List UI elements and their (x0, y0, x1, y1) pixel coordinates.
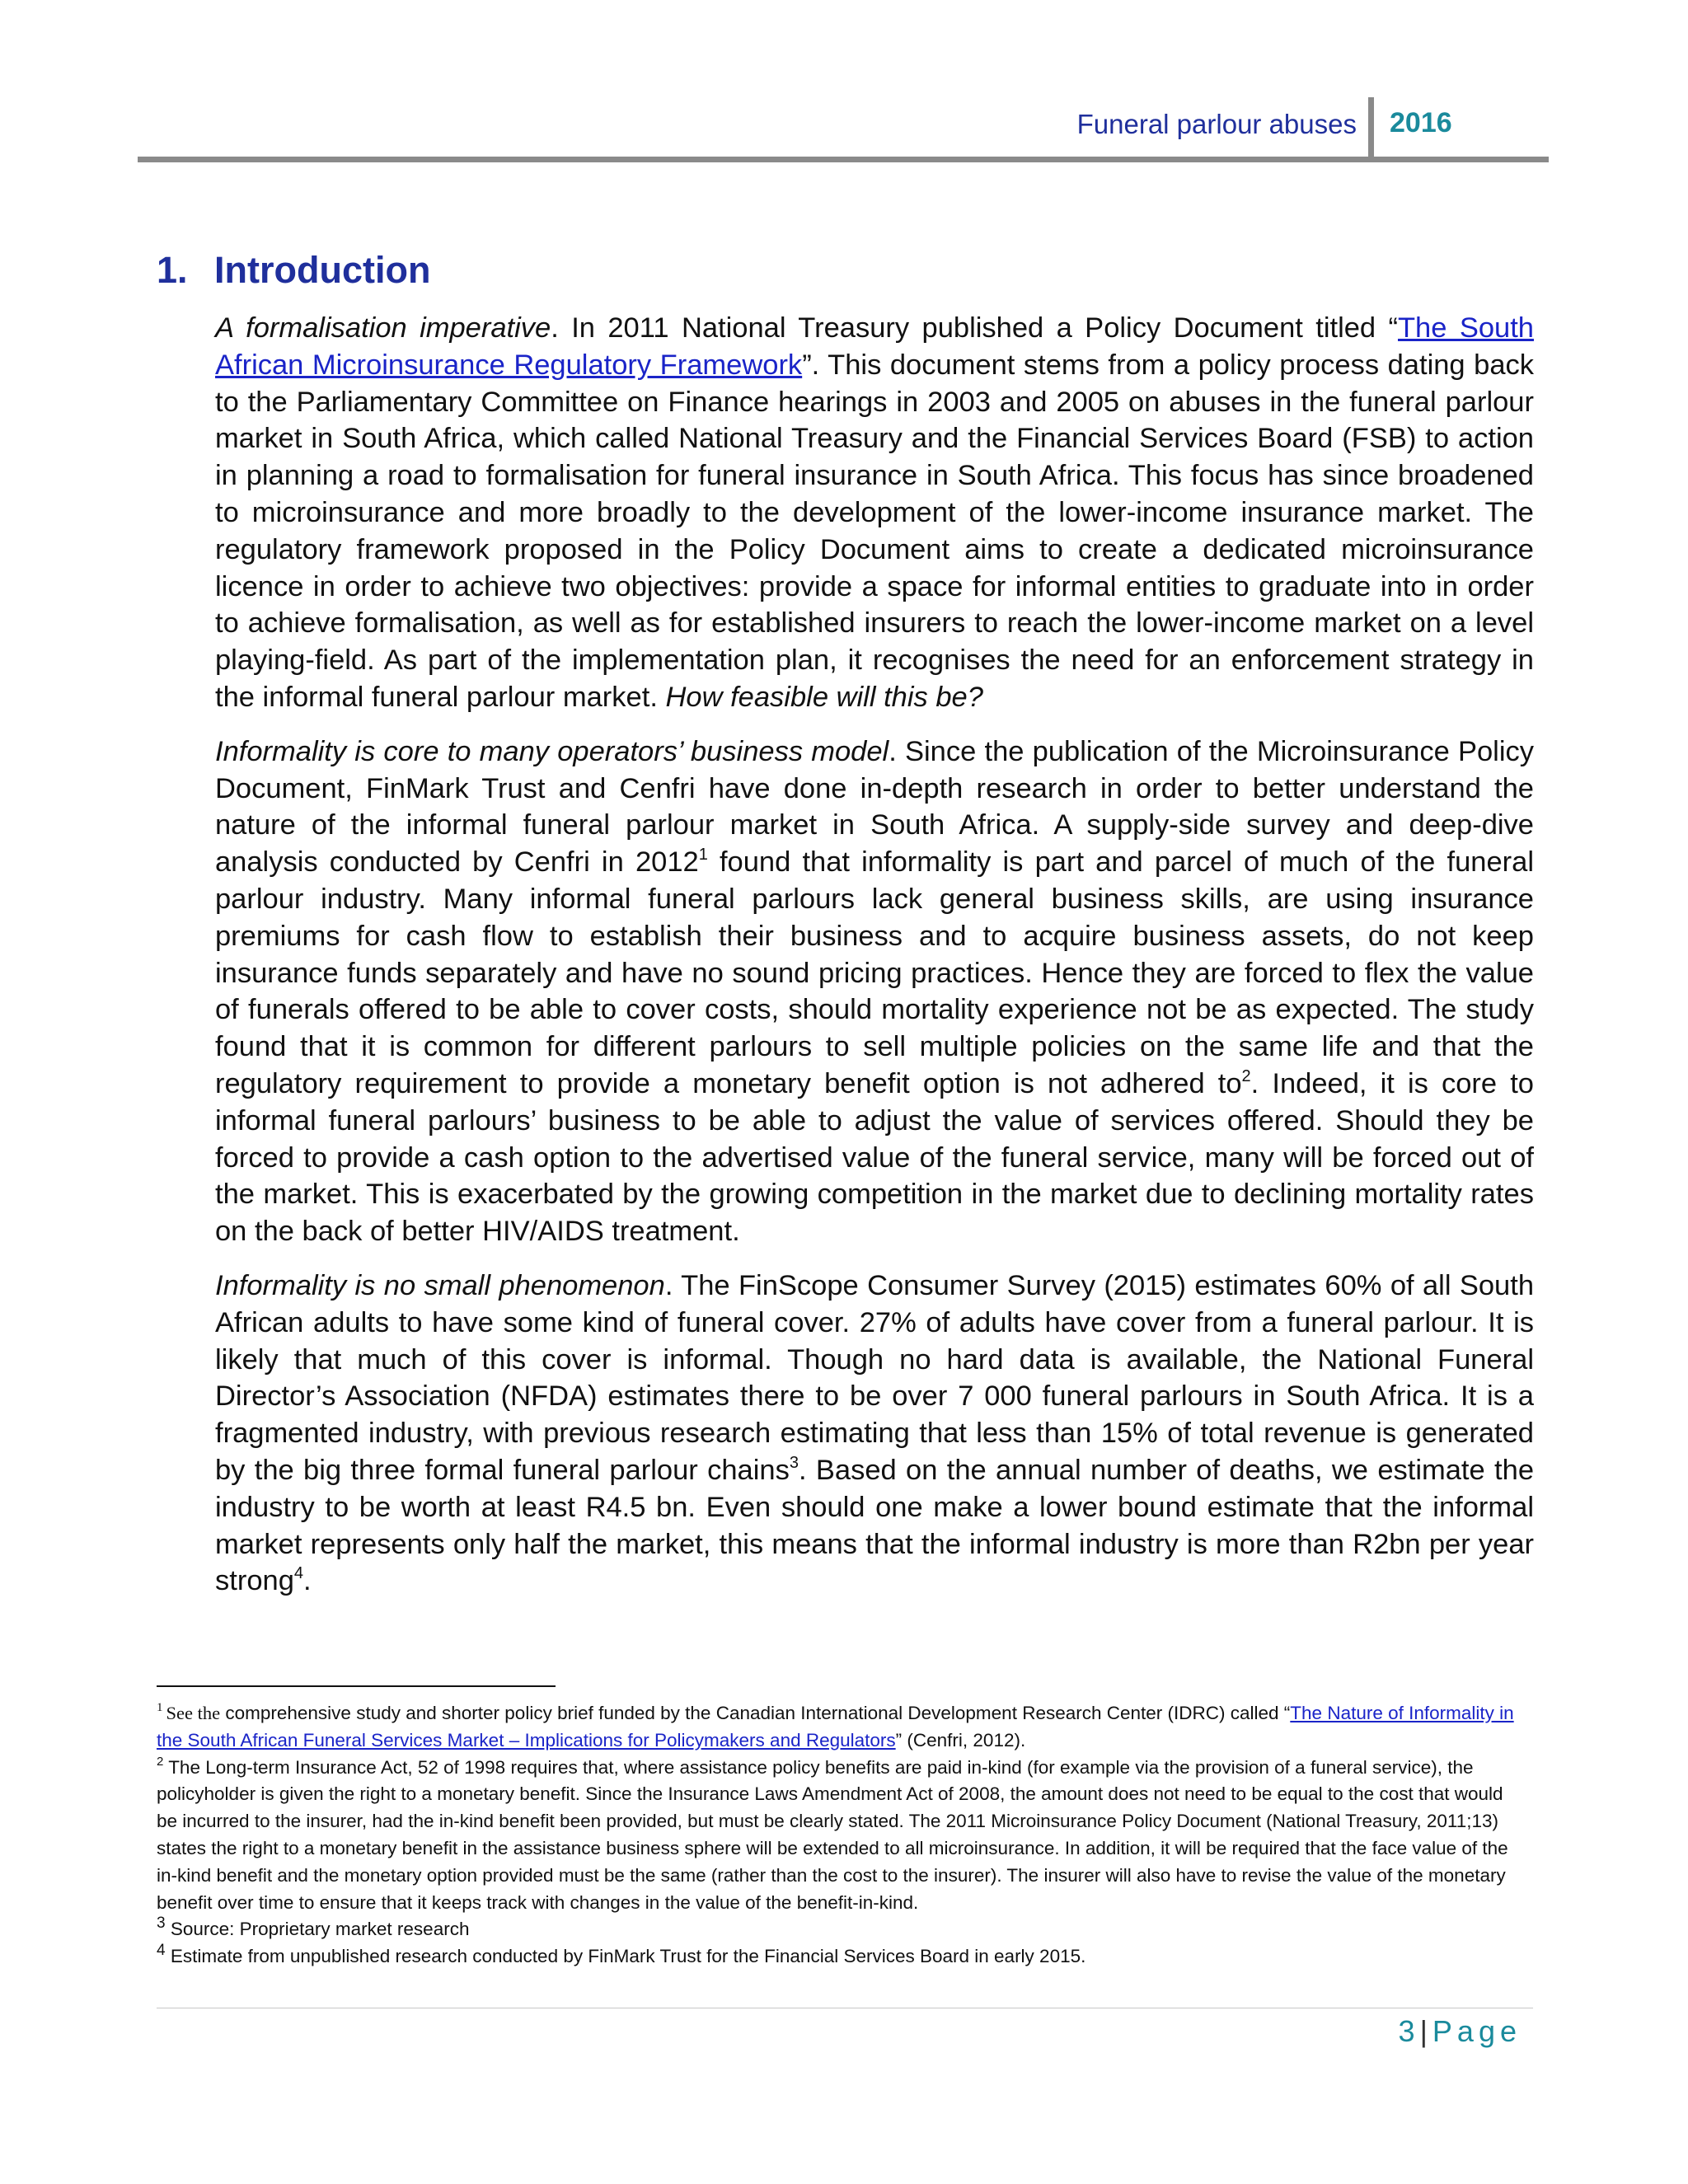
footnote-3 (157, 1916, 1525, 1943)
paragraph-lead: Informality is core to many operators’ business model (215, 735, 889, 767)
page-number (1399, 2014, 1522, 2049)
paragraph-text: . Indeed, it is core to informal funeral parlours’ business to be able to adjust the value of services offered. Should they be forced to provide a cash option to the advertised value of the funeral service, many will be forced out of the market. This is exacerbated by the growing competition in the market due to declining mortality rates on the back of better HIV/AIDS treatment. (215, 1067, 1534, 1248)
paragraph-informality-size (215, 1268, 1534, 1600)
footnote-mark: 3 (157, 1915, 166, 1933)
footnote-4 (157, 1943, 1525, 1971)
paragraph-text: . (303, 1565, 312, 1597)
footnote-text: ” (Cenfri, 2012). (895, 1729, 1026, 1750)
footnote-mark: 4 (157, 1942, 166, 1960)
footnote-text: Estimate from unpublished research conducted by FinMark Trust for the Financial Services Board in early 2015. (165, 1946, 1086, 1967)
page-number-value: 3 (1398, 2014, 1420, 2048)
footnote-ref-1[interactable]: 1 (698, 846, 708, 865)
paragraph-text: ”. This document stems from a policy process dating back to the Parliamentary Committee on Finance hearings in 2003 and 2005 on abuses in the funeral parlour market in South Africa, which called National Treasury and the Financial Services Board (FSB) to action in planning a road to formalisation for funeral insurance in South Africa. This focus has since broadened to microinsurance and more broadly to the development of the lower-income insurance market. The regulatory framework proposed in the Policy Document aims to create a dedicated microinsurance licence in order to achieve two objectives: provide a space for informal entities to graduate into in order to achieve formalisation, as well as for established insurers to reach the lower-income market on a level playing-field. As part of the implementation plan, it recognises the need for an enforcement strategy in the informal funeral parlour market. (215, 349, 1534, 713)
section-title: Introduction (214, 249, 431, 291)
footnote-text: comprehensive study and shorter policy brief funded by the Canadian International Development Research Center (IDRC) called “ (220, 1703, 1291, 1723)
body-text (215, 310, 1534, 1617)
nature-of-informality-link[interactable]: The Nature of Informality in the South African Funeral Services Market – Implications for Policymakers and Regulators (157, 1703, 1514, 1750)
footnote-2 (157, 1755, 1525, 1917)
footnote-ref-2[interactable]: 2 (1241, 1066, 1251, 1085)
paragraph-formalisation (215, 310, 1534, 716)
paragraph-text: . In 2011 National Treasury published a Policy Document titled “ (551, 312, 1398, 344)
section-heading (157, 249, 430, 292)
section-number: 1. (157, 249, 188, 291)
header-year: 2016 (1390, 107, 1452, 138)
paragraph-text: . Based on the annual number of deaths, we estimate the industry to be worth at least R4.5 bn. Even should one make a lower bound estimate that the informal market represents only half the market, this means that the informal industry is more than R2bn per year strong (215, 1454, 1534, 1597)
page-header (0, 0, 1688, 165)
paragraph-text: found that informality is part and parcel of much of the funeral parlour industry. Many informal funeral parlours lack general business skills, are using insurance premiums for cash flow to establish their business and to acquire business assets, do not keep insurance funds separately and have no sound pricing practices. Hence they are forced to flex the value of funerals offered to be able to cover costs, should mortality experience not be as expected. The study found that it is common for different parlours to sell multiple policies on the same life and that the regulatory requirement to provide a monetary benefit option is not adhered to (215, 846, 1534, 1099)
footnote-ref-4[interactable]: 4 (293, 1564, 304, 1583)
footnote-ref-3[interactable]: 3 (789, 1453, 799, 1472)
paragraph-informality-core (215, 733, 1534, 1250)
footnote-text: See the (166, 1703, 221, 1723)
footnote-text: Source: Proprietary market research (165, 1919, 470, 1940)
footnote-text: The Long-term Insurance Act, 52 of 1998 requires that, where assistance policy benefits are paid in-kind (for example via the provision of a funeral service), the policyholder is given the right to a monetary benefit. Since the Insurance Laws Amendment Act of 2008, the amount does not need to be equal to the cost that would be incurred to the insurer, had the in-kind benefit been provided, but must be clearly stated. The 2011 Microinsurance Policy Document (National Treasury, 2011;13) states the right to a monetary benefit in the assistance business sphere will be extended to all microinsurance. In addition, it will be required that the face value of the in-kind benefit and the monetary option provided must be the same (rather than the cost to the insurer). The insurer will also have to revise the value of the monetary benefit over time to ensure that it keeps track with changes in the value of the benefit-in-kind. (157, 1756, 1508, 1913)
paragraph-text: . Since the publication of the Microinsurance Policy Document, FinMark Trust and Cenfri have done in-depth research in order to better understand the nature of the informal funeral parlour market in South Africa. A supply-side survey and deep-dive analysis conducted by Cenfri in 2012 (215, 735, 1535, 879)
paragraph-question: How feasible will this be? (665, 681, 983, 713)
paragraph-lead: Informality is no small phenomenon (215, 1269, 665, 1301)
page-label: Page (1432, 2014, 1522, 2048)
footnotes (157, 1700, 1525, 1971)
footnote-separator (157, 1685, 556, 1687)
paragraph-text: . The FinScope Consumer Survey (2015) estimates 60% of all South African adults to have some kind of funeral cover. 27% of adults have cover from a funeral parlour. It is likely that much of this cover is informal. Though no hard data is available, the National Funeral Director’s Association (NFDA) estimates there to be over 7 000 funeral parlours in South Africa. It is a fragmented industry, with previous research estimating that less than 15% of total revenue is generated by the big three formal funeral parlour chains (215, 1269, 1535, 1486)
paragraph-lead: A formalisation imperative (215, 312, 551, 344)
page-separator: | (1419, 2014, 1428, 2048)
policy-document-link[interactable]: The South African Microinsurance Regulatory Framework (215, 312, 1534, 381)
footnote-1 (157, 1700, 1525, 1755)
header-title: Funeral parlour abuses (1076, 109, 1357, 139)
footnote-mark: 2 (157, 1754, 164, 1769)
header-rule (138, 157, 1549, 162)
footnote-mark: 1 (157, 1701, 163, 1714)
header-divider (1368, 97, 1374, 161)
